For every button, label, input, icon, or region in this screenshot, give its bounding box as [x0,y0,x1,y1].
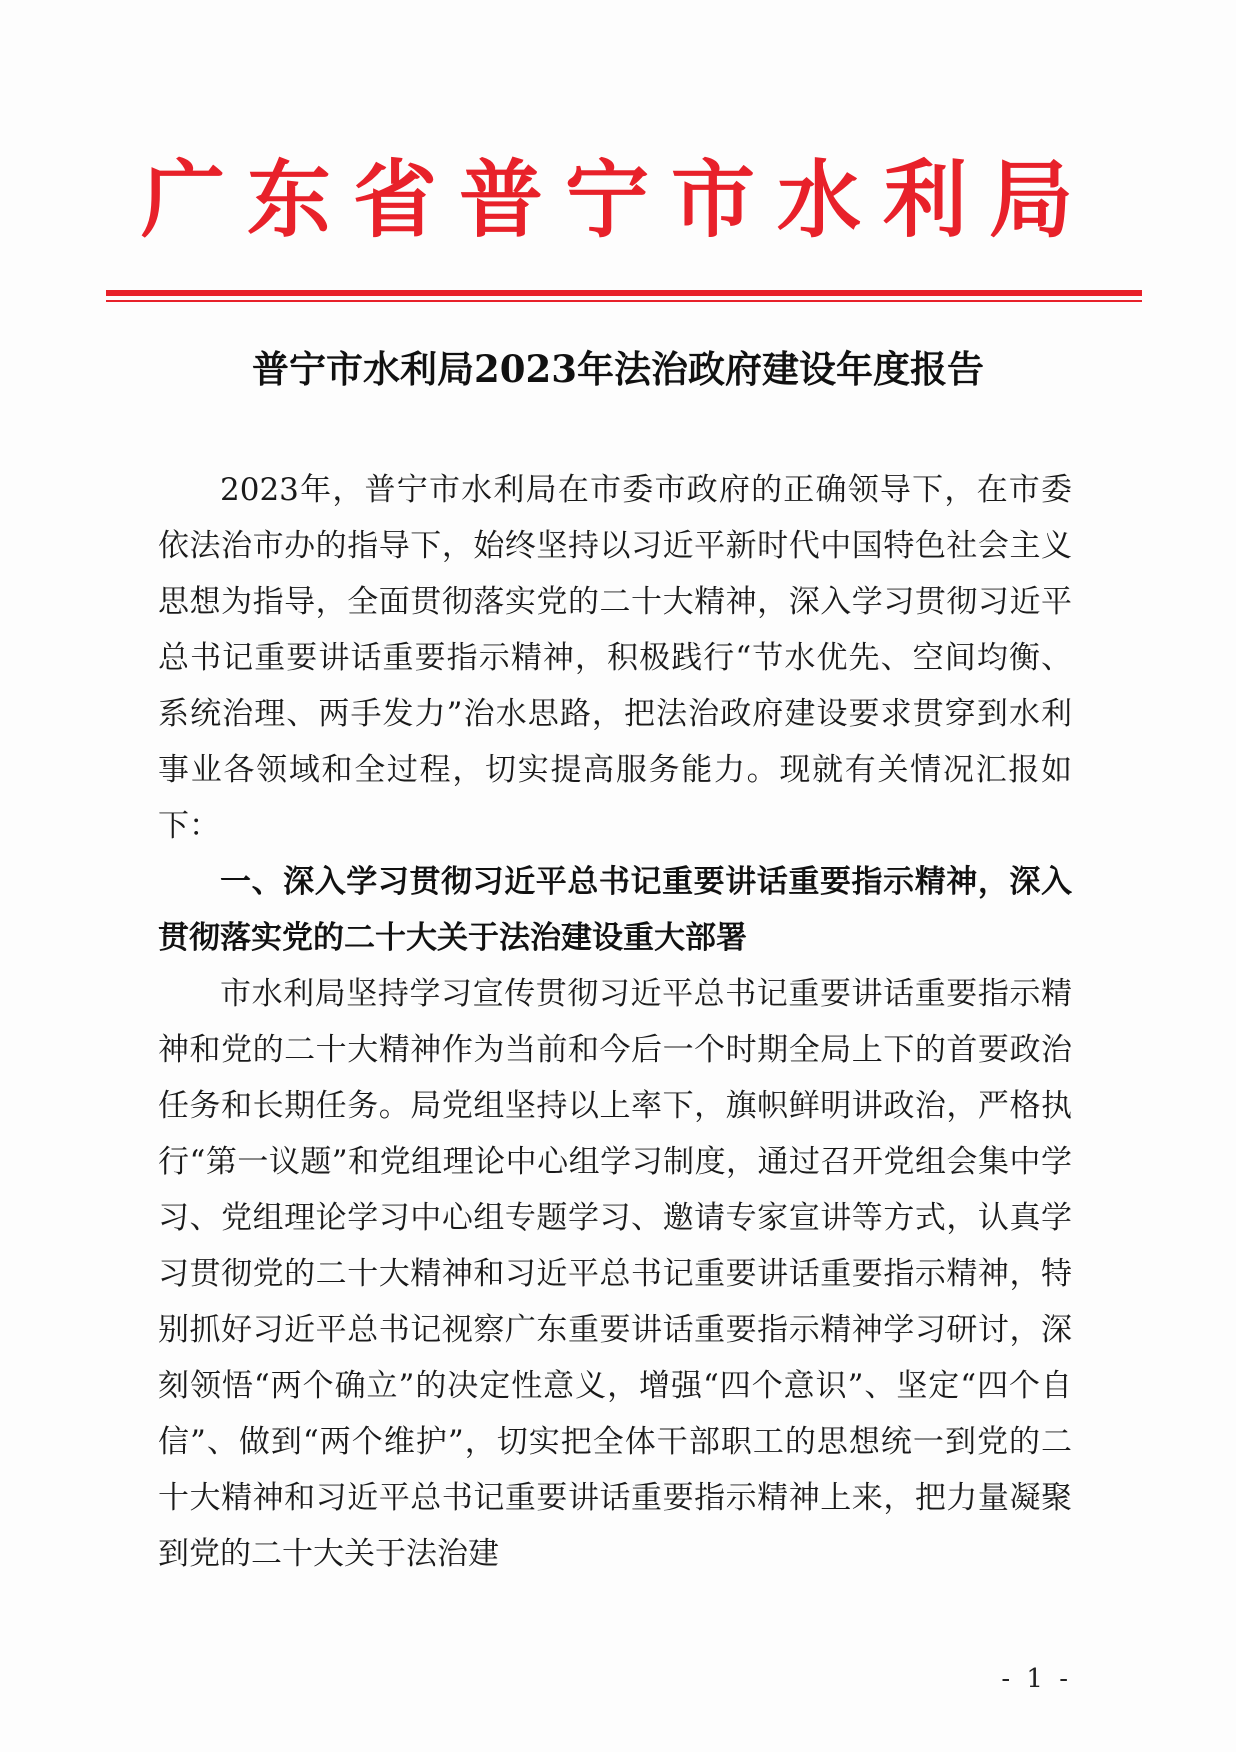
paragraph-section-1: 市水利局坚持学习宣传贯彻习近平总书记重要讲话重要指示精神和党的二十大精神作为当前和今后一个时期全局上下的首要政治任务和长期任务。局党组坚持以上率下，旗帜鲜明讲政治，严格执行“第一议题”和党组理论中心组学习制度，通过召开党组会集中学习、党组理论学习中心组专题学习、邀请专家宣讲等方式，认真学习贯彻党的二十大精神和习近平总书记重要讲话重要指示精神，特别抓好习近平总书记视察广东重要讲话重要指示精神学习研讨，深刻领悟“两个确立”的决定性意义，增强“四个意识”、坚定“四个自信”、做到“两个维护”，切实把全体干部职工的思想统一到党的二十大精神和习近平总书记重要讲话重要指示精神上来，把力量凝聚到党的二十大关于法治建 [158,976,1072,1572]
document-body [158,462,1072,1582]
paragraph-intro: 2023年，普宁市水利局在市委市政府的正确领导下，在市委依法治市办的指导下，始终坚持以习近平新时代中国特色社会主义思想为指导，全面贯彻落实党的二十大精神，深入学习贯彻习近平总书记重要讲话重要指示精神，积极践行“节水优先、空间均衡、系统治理、两手发力”治水思路，把法治政府建设要求贯穿到水利事业各领域和全过程，切实提高服务能力。现就有关情况汇报如下： [158,472,1072,844]
header-rule-thick [106,290,1142,296]
section-heading-1: 一、深入学习贯彻习近平总书记重要讲话重要指示精神，深入贯彻落实党的二十大关于法治建设重大部署 [158,864,1072,956]
document-title: 普宁市水利局2023年法治政府建设年度报告 [252,347,984,391]
page-number: - 1 - [1001,1664,1072,1694]
issuer-header: 广东省普宁市水利局 [140,150,1095,249]
header-rule-thin [106,300,1142,302]
